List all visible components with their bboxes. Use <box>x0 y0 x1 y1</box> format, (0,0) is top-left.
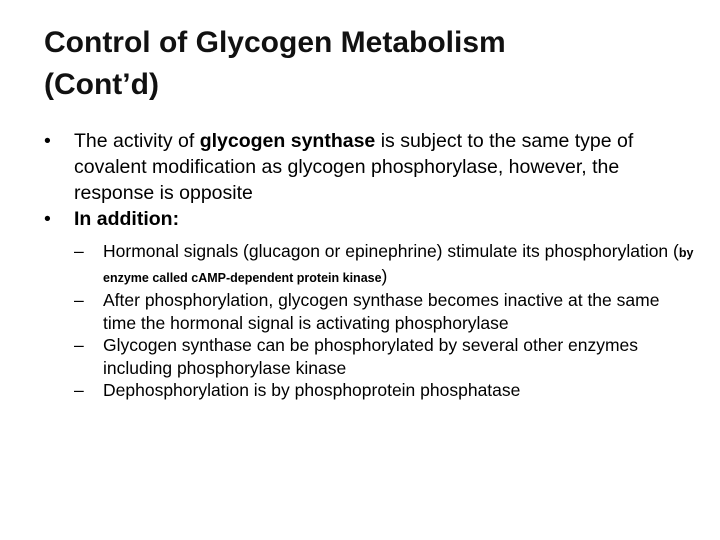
bullet-text-bold: glycogen synthase <box>199 130 376 152</box>
bullet-marker: • <box>44 208 51 230</box>
bullet-text-bold: In addition: <box>74 208 180 230</box>
sub-bullet-text-small: by enzyme called cAMP-dependent protein kinase <box>103 246 694 285</box>
bullet-marker: • <box>44 130 51 152</box>
dash-marker: – <box>74 335 84 355</box>
bullet-text-post: is subject to the same type of covalent modification as glycogen phosphorylase, however, the response is opposite <box>74 130 634 204</box>
sub-bullet-item <box>74 379 694 402</box>
sub-bullet-item <box>74 240 694 289</box>
dash-marker: – <box>74 380 84 400</box>
sub-bullet-text-pre: Hormonal signals (glucagon or epinephrine) stimulate its phosphorylation ( <box>103 241 679 261</box>
bullet-item <box>44 206 694 232</box>
title-line-1: Control of Glycogen Metabolism <box>44 26 506 59</box>
bullet-text-pre: The activity of <box>74 130 200 152</box>
sub-bullet-text: After phosphorylation, glycogen synthase becomes inactive at the same time the hormonal signal is activating phosphorylase <box>103 290 660 333</box>
slide-title <box>44 22 684 106</box>
sub-bullet-item <box>74 334 694 379</box>
sub-bullet-text: Glycogen synthase can be phosphorylated by several other enzymes including phosphorylase kinase <box>103 335 639 378</box>
sub-bullet-text: Dephosphorylation is by phosphoprotein phosphatase <box>103 380 521 400</box>
sub-bullet-list <box>44 240 694 402</box>
title-line-2: (Cont’d) <box>44 68 159 101</box>
sub-bullet-text-post: ) <box>381 265 388 286</box>
bullet-list <box>44 128 694 402</box>
dash-marker: – <box>74 290 84 310</box>
dash-marker: – <box>74 241 84 261</box>
sub-bullet-item <box>74 289 694 334</box>
bullet-item <box>44 128 694 206</box>
